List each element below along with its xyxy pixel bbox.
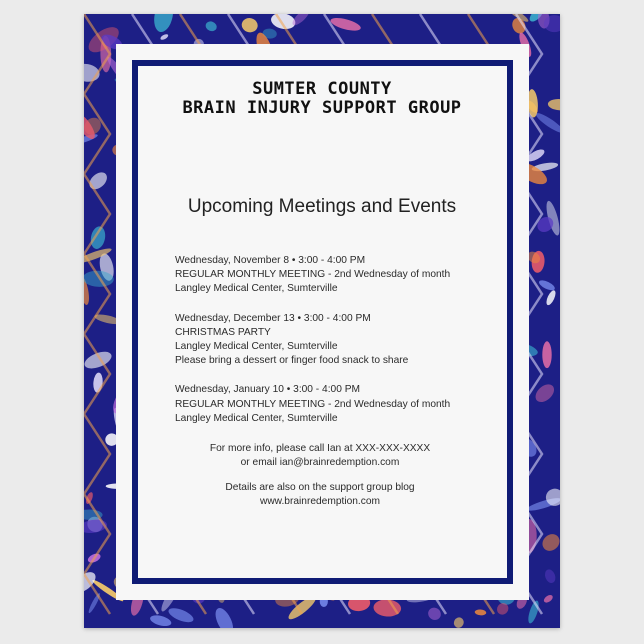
event-date: Wednesday, November 8 • 3:00 - 4:00 PM <box>175 255 366 266</box>
event-item <box>175 312 475 369</box>
title-line-1: SUMTER COUNTY <box>252 79 392 99</box>
events-list <box>175 254 475 441</box>
event-name: REGULAR MONTHLY MEETING - 2nd Wednesday of month <box>175 398 451 410</box>
event-item <box>175 254 475 297</box>
contact-email-line: or email ian@brainredemption.com <box>240 457 400 468</box>
blog-url-line: www.brainredemption.com <box>259 496 381 507</box>
contact-info <box>160 442 480 509</box>
title-line-2: BRAIN INJURY SUPPORT GROUP <box>182 98 462 118</box>
group-title <box>0 80 644 118</box>
subtitle-heading: Upcoming Meetings and Events <box>187 196 457 217</box>
event-location: Langley Medical Center, Sumterville <box>175 412 338 424</box>
event-name: CHRISTMAS PARTY <box>175 326 271 338</box>
event-location: Langley Medical Center, Sumterville <box>175 283 338 295</box>
event-name: REGULAR MONTHLY MEETING - 2nd Wednesday of month <box>175 269 451 281</box>
event-item <box>175 383 475 426</box>
event-date: Wednesday, December 13 • 3:00 - 4:00 PM <box>175 312 371 324</box>
event-date: Wednesday, January 10 • 3:00 - 4:00 PM <box>175 384 360 396</box>
event-location: Langley Medical Center, Sumterville <box>175 341 338 353</box>
contact-phone-line: For more info, please call Ian at XXX-XXX-XXXX <box>209 443 431 454</box>
blog-note-line: Details are also on the support group blog <box>225 482 415 493</box>
event-note: Please bring a dessert or finger food snack to share <box>175 355 409 367</box>
